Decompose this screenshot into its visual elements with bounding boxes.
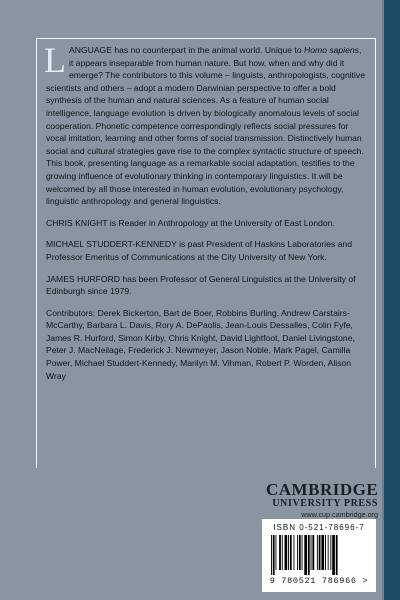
publisher-url: www.cup.cambridge.org: [301, 510, 378, 519]
spine-bar: [384, 0, 400, 600]
publisher-sub: UNIVERSITY PRESS: [272, 498, 378, 509]
blurb-species: Homo sapiens: [304, 45, 359, 55]
barcode-image: [269, 535, 369, 575]
isbn-text: ISBN 0-521-78696-7: [273, 523, 365, 532]
barcode-panel: [262, 519, 376, 592]
blurb: [44, 40, 368, 208]
drop-cap: L: [44, 40, 66, 80]
editor-bio-1: CHRIS KNIGHT is Reader in Anthropology at the University of East London.: [46, 217, 335, 228]
editor-bio-2: MICHAEL STUDDERT-KENNEDY is past President of Haskins Laboratories and Professor Emeritus of Communications at the City University of New York.: [46, 239, 352, 262]
blurb-lead: ANGUAGE has no counterpart in the animal world. Unique to: [69, 45, 305, 55]
publisher-name: CAMBRIDGE: [266, 480, 379, 499]
publisher-logo: [266, 482, 378, 520]
barcode-digits: 9 780521 786966 >: [269, 576, 369, 586]
editor-bio-3: JAMES HURFORD has been Professor of General Linguistics at the University of Edinburgh since 1979.: [46, 273, 356, 297]
contributors-list: Contributors: Derek Bickerton, Bart de Boer, Robbins Burling, Andrew Carstairs-McCarthy, Barbara L. Davis, Rory A. DePaolis, Jean-Louis Dessalles, Colin Fyfe, James R. Hurford, Simon Kirby, Chris Knight, David Lightfoot, Daniel Livingstone, Peter J. MacNeilage, Frederick J. Newmeyer, Jason Noble, Mark Pagel, Camilla Power, Michael Studdert-Kennedy, Marilyn M. Vihman, Robert P. Worden, Alison Wray: [46, 307, 355, 381]
blurb-rest: , it appears inseparable from human nature. But how, when and why did it emerge? The contributors to this volume – linguists, anthropologists, cognitive scientists and others – adopt a modern Darwinian perspective to offer a bold synthesis of the human and natural sciences. As a feature of human social intelligence, language evolution is driven by biologically anomalous levels of social cooperation. Phonetic competence correspondingly reflects social pressures for vocal imitation, learning and other forms of social transmission. Distinctively human social and cultural strategies gave rise to the complex syntactic structure of speech. This book, presenting language as a remarkable social adaptation, testifies to the growing influence of evolutionary thinking in contemporary linguistics. It will be welcomed by all those interested in human evolution, evolutionary psychology, linguistic anthropology and general linguistics.: [46, 45, 366, 207]
cover-text: [44, 40, 368, 391]
